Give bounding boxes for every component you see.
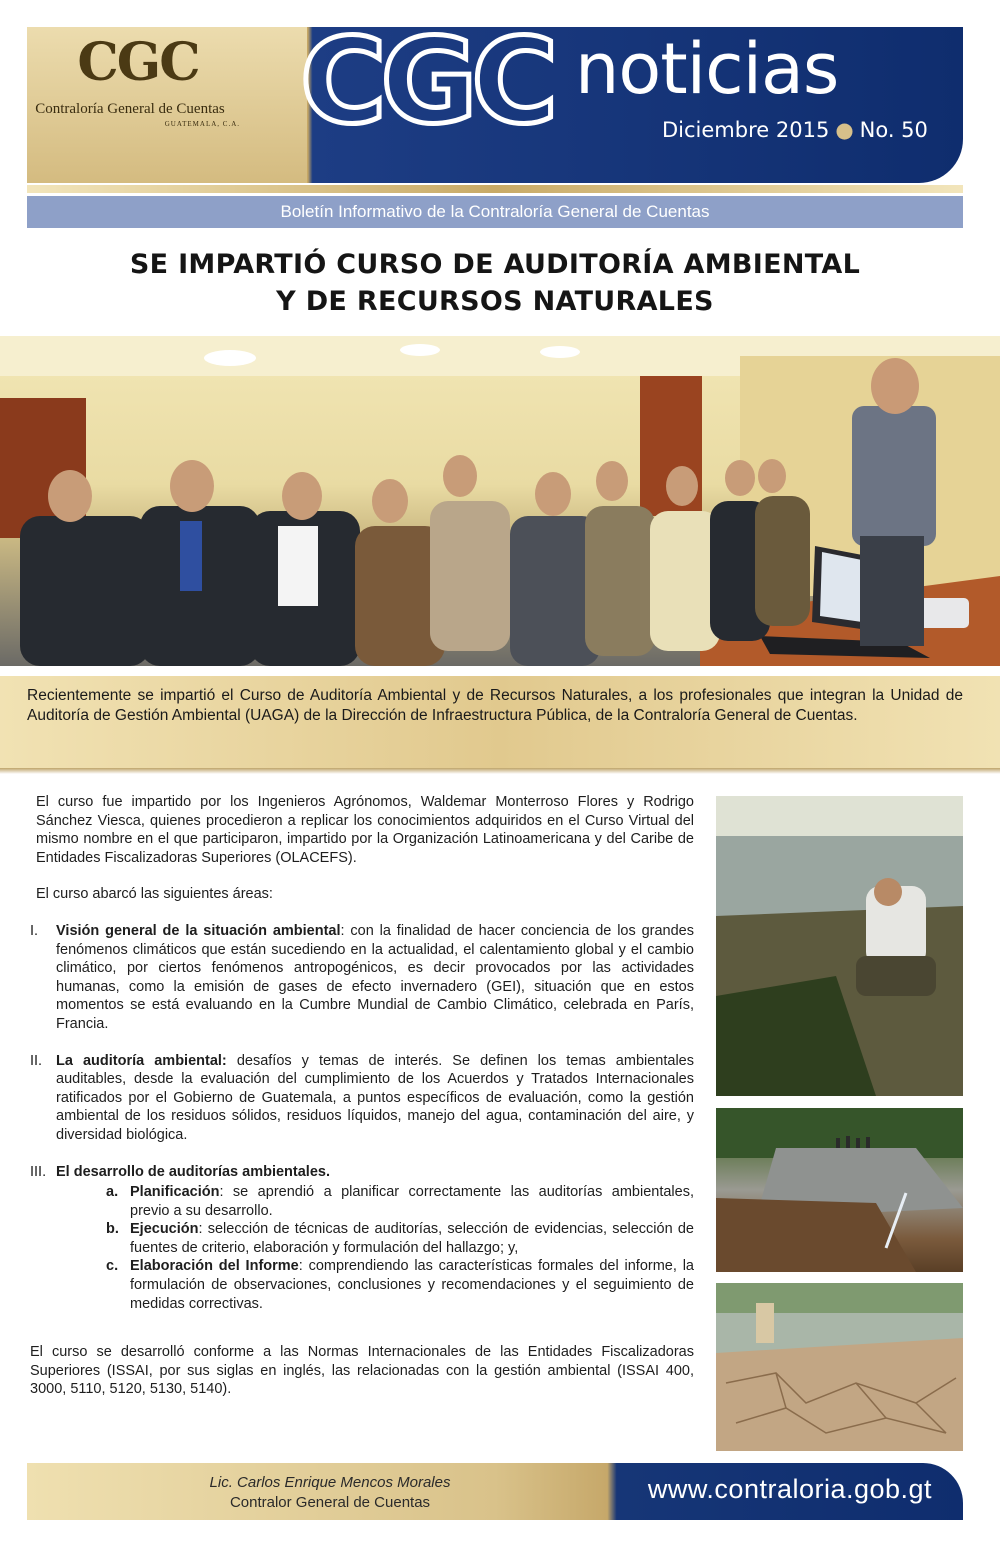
issue-date: Diciembre 2015 — [662, 118, 830, 142]
closing-paragraph: El curso se desarrolló conforme a las Normas Internacionales de las Entidades Fiscalizadoras Superiores (ISSAI, por sus siglas en inglés, las relacionadas con la gestión ambiental (ISSAI 400, 3000, 5110, 5120, 5130, 5140). — [30, 1344, 694, 1398]
list-number: II. — [30, 1052, 43, 1069]
sub-item-title: Planificación — [130, 1184, 220, 1201]
photo-road-collapse — [716, 1108, 963, 1272]
headline-line-1: SE IMPARTIÓ CURSO DE AUDITORÍA AMBIENTAL — [129, 249, 861, 280]
classroom-illustration — [0, 336, 1000, 666]
sub-item-text: : se aprendió a planificar correctamente las auditorías ambientales, previo a su desarrollo. — [130, 1184, 694, 1219]
logo-institution-name: Contraloría General de Cuentas — [35, 101, 225, 117]
river-illustration — [716, 796, 963, 1096]
list-item — [30, 922, 694, 1034]
bullet-icon: ● — [835, 118, 854, 142]
article-body — [30, 793, 694, 1417]
list-number: III. — [30, 1163, 47, 1180]
areas-intro: El curso abarcó las siguientes áreas: — [36, 886, 273, 903]
brand-noticias: noticias — [575, 28, 839, 110]
list-item — [30, 1163, 694, 1314]
sub-item-title: Elaboración del Informe — [130, 1258, 299, 1275]
main-photo-classroom — [0, 336, 1000, 666]
signer-title: Contralor General de Cuentas — [229, 1494, 431, 1511]
gold-divider — [27, 185, 963, 193]
photo-caption: Recientemente se impartió el Curso de Auditoría Ambiental y de Recursos Naturales, a los profesionales que integran la Unidad de Auditoría de Gestión Ambiental (UAGA) de la Dirección de Infraestructura Pública, de la Contraloría General de Cuentas. — [27, 687, 963, 724]
headline-line-2: Y DE RECURSOS NATURALES — [276, 286, 714, 317]
areas-list — [30, 922, 694, 1313]
sub-list — [106, 1183, 694, 1313]
cgc-logo-mark: CGC — [77, 32, 199, 93]
sub-item-title: Ejecución — [130, 1221, 199, 1238]
issue-number: No. 50 — [859, 118, 928, 142]
item-text: desafíos y temas de interés. Se definen los temas ambientales auditables, desde la evaluación del cumplimiento de los Acuerdos y Tratados Internacionales ratificados por el Gobierno de Guatemala, a puntos específicos de evaluación, como la gestión ambiental de los residuos sólidos, residuos líquidos, manejo del agua, contaminación del aire, y diversidad biológica. — [56, 1052, 694, 1143]
item-title: Visión general de la situación ambiental — [56, 922, 341, 939]
sub-item-text: : selección de técnicas de auditorías, selección de evidencias, selección de fuentes de criterio, elaboración y formulación del hallazgo; y, — [130, 1221, 694, 1256]
issue-info — [662, 118, 928, 142]
brand-cgc: CGC — [300, 12, 553, 150]
sub-item-text: : comprendiendo las características formales del informe, la formulación de observaciones, conclusiones y recomendaciones y el seguimiento de medidas correctivas. — [130, 1258, 694, 1312]
subtitle-bar: Boletín Informativo de la Contraloría General de Cuentas — [27, 196, 963, 228]
caption-shadow — [0, 768, 1000, 774]
signer-name: Lic. Carlos Enrique Mencos Morales — [209, 1474, 451, 1491]
item-title: El desarrollo de auditorías ambientales. — [56, 1163, 330, 1180]
photo-drought — [716, 1283, 963, 1451]
sub-list-letter: b. — [106, 1221, 119, 1238]
sub-list-letter: c. — [106, 1258, 119, 1275]
list-item — [30, 1052, 694, 1145]
photo-river-sampling — [716, 796, 963, 1096]
sub-list-item — [106, 1220, 694, 1257]
list-number: I. — [30, 922, 39, 939]
intro-paragraph: El curso fue impartido por los Ingenieros Agrónomos, Waldemar Monterroso Flores y Rodrigo Sánchez Viesca, quienes procedieron a replicar los conocimientos adquiridos en el Curso Virtual del mismo nombre en el que participaron, impartido por la Organización Latinoamericana y del Caribe de Entidades Fiscalizadoras Superiores (OLACEFS). — [36, 794, 694, 866]
drought-illustration — [716, 1283, 963, 1451]
item-title: La auditoría ambiental: — [56, 1052, 227, 1069]
road-illustration — [716, 1108, 963, 1272]
website-link[interactable]: www.contraloria.gob.gt — [647, 1474, 933, 1504]
logo-country: GUATEMALA, C.A. — [164, 120, 240, 128]
sub-list-letter: a. — [106, 1184, 119, 1201]
sub-list-item — [106, 1183, 694, 1220]
headline — [60, 246, 930, 320]
item-text: : con la finalidad de hacer conciencia de los grandes fenómenos climáticos que están sucediendo en la actualidad, el calentamiento global y el cambio climático, por ciertos fenómenos antropogénicos, es decir provocados por las actividades humanas, como la emisión de gases de efecto invernadero (GEI), situación que en estos momentos se está evaluando en la Cumbre Mundial de Cambio Climático, celebrada en París, Francia. — [56, 922, 694, 1032]
sub-list-item — [106, 1257, 694, 1313]
